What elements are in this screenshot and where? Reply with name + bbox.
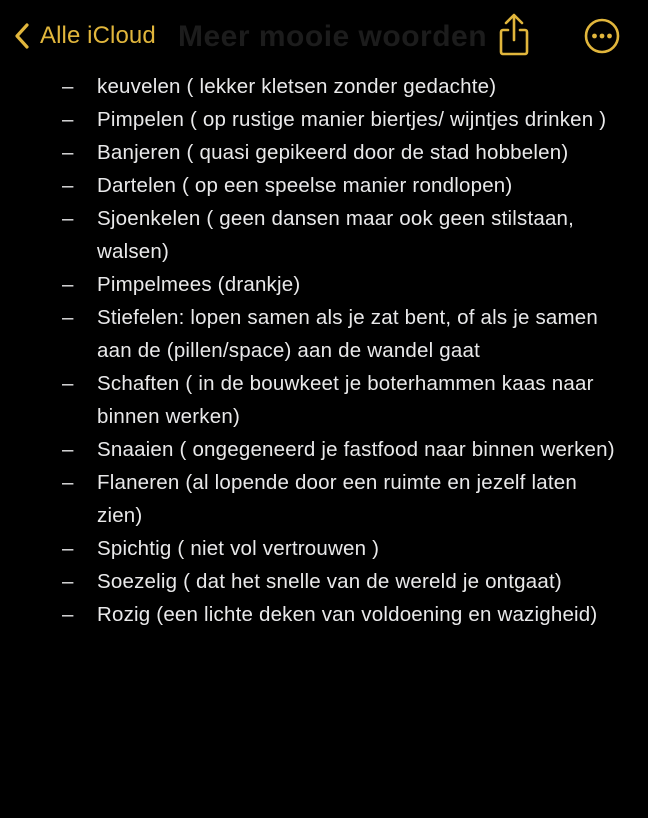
dash-bullet: –	[62, 471, 74, 494]
list-item	[0, 301, 648, 367]
list-item	[0, 598, 648, 631]
chevron-left-icon	[14, 22, 30, 50]
note-title-faded: Meer mooie woorden	[178, 20, 488, 53]
list-item-text: Schaften ( in de bouwkeet je boterhammen kaas naar binnen werken)	[97, 372, 594, 428]
dash-bullet: –	[62, 306, 74, 329]
share-button[interactable]	[493, 12, 535, 58]
back-button[interactable]	[14, 16, 156, 56]
list-item-text: Spichtig ( niet vol vertrouwen )	[97, 537, 380, 560]
list-item-text: Flaneren (al lopende door een ruimte en jezelf laten zien)	[97, 471, 577, 527]
dash-bullet: –	[62, 75, 74, 98]
dash-bullet: –	[62, 207, 74, 230]
list-item	[0, 169, 648, 202]
back-button-label: Alle iCloud	[40, 22, 156, 49]
share-icon	[493, 45, 535, 62]
list-item	[0, 433, 648, 466]
list-item-text: Soezelig ( dat het snelle van de wereld je ontgaat)	[97, 570, 562, 593]
list-item-text: Pimpelen ( op rustige manier biertjes/ wijntjes drinken )	[97, 108, 607, 131]
list-item	[0, 367, 648, 433]
note-body-list[interactable]	[0, 70, 648, 631]
list-item	[0, 466, 648, 532]
ellipsis-circle-icon	[582, 43, 622, 60]
list-item	[0, 565, 648, 598]
list-item-text: Rozig (een lichte deken van voldoening en wazigheid)	[97, 603, 598, 626]
dash-bullet: –	[62, 537, 74, 560]
list-item	[0, 268, 648, 301]
list-item-text: Dartelen ( op een speelse manier rondlopen)	[97, 174, 513, 197]
dash-bullet: –	[62, 273, 74, 296]
list-item-text: Stiefelen: lopen samen als je zat bent, of als je samen aan de (pillen/space) aan de wandel gaat	[97, 306, 599, 362]
list-item-text: Pimpelmees (drankje)	[97, 273, 301, 296]
navigation-bar	[0, 0, 648, 72]
dash-bullet: –	[62, 438, 74, 461]
dash-bullet: –	[62, 174, 74, 197]
list-item	[0, 70, 648, 103]
list-item	[0, 136, 648, 169]
list-item-text: Sjoenkelen ( geen dansen maar ook geen stilstaan, walsen)	[97, 207, 575, 263]
list-item	[0, 532, 648, 565]
dash-bullet: –	[62, 570, 74, 593]
list-item-text: keuvelen ( lekker kletsen zonder gedachte)	[97, 75, 497, 98]
dash-bullet: –	[62, 141, 74, 164]
list-item-text: Snaaien ( ongegeneerd je fastfood naar binnen werken)	[97, 438, 615, 461]
list-item	[0, 103, 648, 136]
more-options-button[interactable]	[582, 16, 622, 56]
list-item-text: Banjeren ( quasi gepikeerd door de stad hobbelen)	[97, 141, 569, 164]
dash-bullet: –	[62, 372, 74, 395]
dash-bullet: –	[62, 603, 74, 626]
list-item	[0, 202, 648, 268]
dash-bullet: –	[62, 108, 74, 131]
